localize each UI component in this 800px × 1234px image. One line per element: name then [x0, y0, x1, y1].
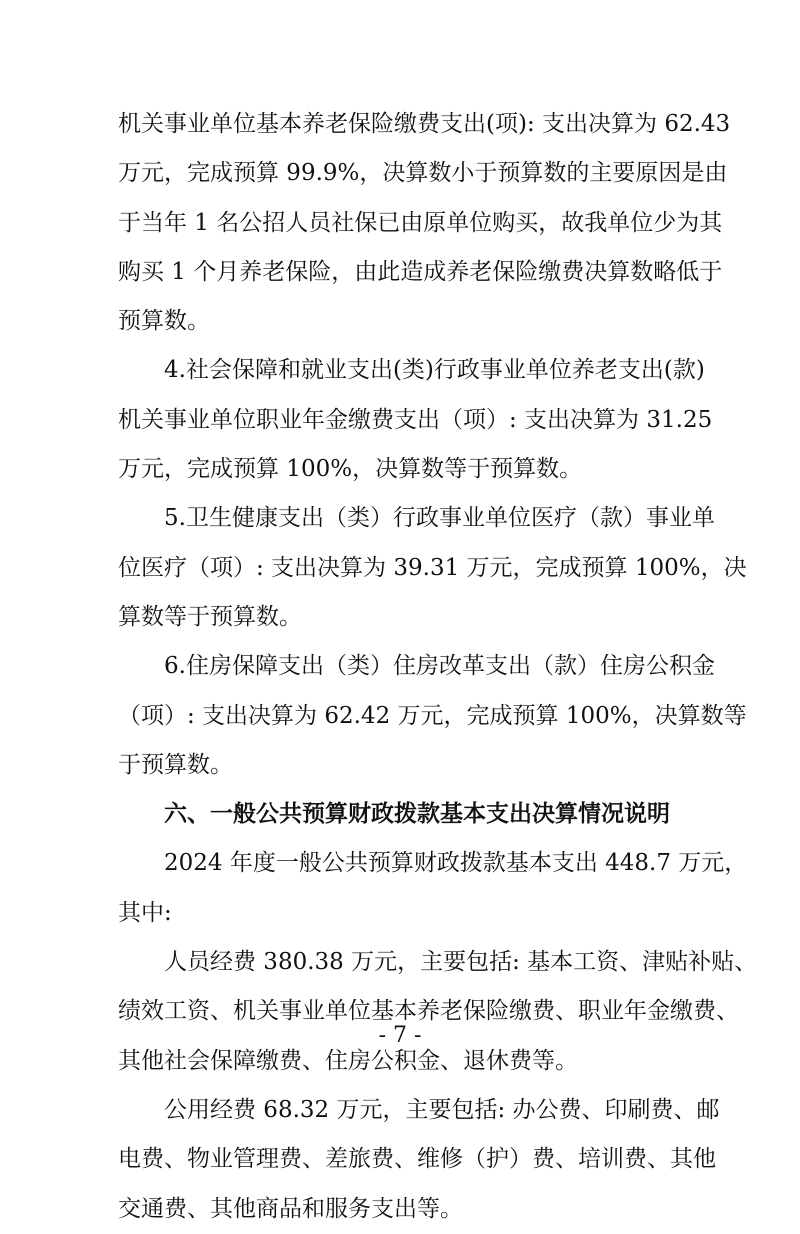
paragraph-line: 公用经费 68.32 万元，主要包括: 办公费、印刷费、邮: [164, 1096, 720, 1123]
paragraph-line: 算数等于预算数。: [118, 603, 302, 630]
paragraph-line: 预算数。: [118, 308, 210, 335]
page-number: - 7 -: [378, 1023, 422, 1048]
paragraph-line: 绩效工资、机关事业单位基本养老保险缴费、职业年金缴费、: [118, 998, 739, 1025]
paragraph-line: 交通费、其他商品和服务支出等。: [118, 1195, 463, 1222]
paragraph-line: 5.卫生健康支出（类）行政事业单位医疗（款）事业单: [164, 505, 715, 532]
paragraph-line: 机关事业单位基本养老保险缴费支出(项): 支出决算为 62.43: [118, 111, 731, 137]
paragraph-line: 电费、物业管理费、差旅费、维修（护）费、培训费、其他: [118, 1146, 716, 1173]
section-heading: 六、一般公共预算财政拨款基本支出决算情况说明: [164, 801, 670, 828]
paragraph-line: 万元，完成预算 100%，决算数等于预算数。: [118, 456, 583, 483]
paragraph-line: 其中:: [118, 899, 172, 926]
paragraph-line: 其他社会保障缴费、住房公积金、退休费等。: [118, 1047, 578, 1074]
paragraph-line: 于当年 1 名公招人员社保已由原单位购买，故我单位少为其: [118, 209, 723, 236]
paragraph-line: （项）: 支出决算为 62.42 万元，完成预算 100%，决算数等: [118, 702, 747, 729]
paragraph-line: 2024 年度一般公共预算财政拨款基本支出 448.7 万元，: [164, 850, 748, 877]
paragraph-line: 万元，完成预算 99.9%，决算数小于预算数的主要原因是由: [118, 160, 728, 187]
paragraph-line: 于预算数。: [118, 751, 233, 778]
paragraph-line: 购买 1 个月养老保险，由此造成养老保险缴费决算数略低于: [118, 258, 723, 285]
document-body: [118, 100, 758, 1234]
paragraph-line: 位医疗（项）: 支出决算为 39.31 万元，完成预算 100%，决: [118, 554, 747, 581]
paragraph-line: 机关事业单位职业年金缴费支出（项）: 支出决算为 31.25: [118, 406, 713, 433]
paragraph-line: 6.住房保障支出（类）住房改革支出（款）住房公积金: [164, 653, 715, 680]
paragraph-line: 4.社会保障和就业支出(类)行政事业单位养老支出(款): [164, 357, 705, 384]
paragraph-line: 人员经费 380.38 万元，主要包括: 基本工资、津贴补贴、: [164, 949, 758, 976]
